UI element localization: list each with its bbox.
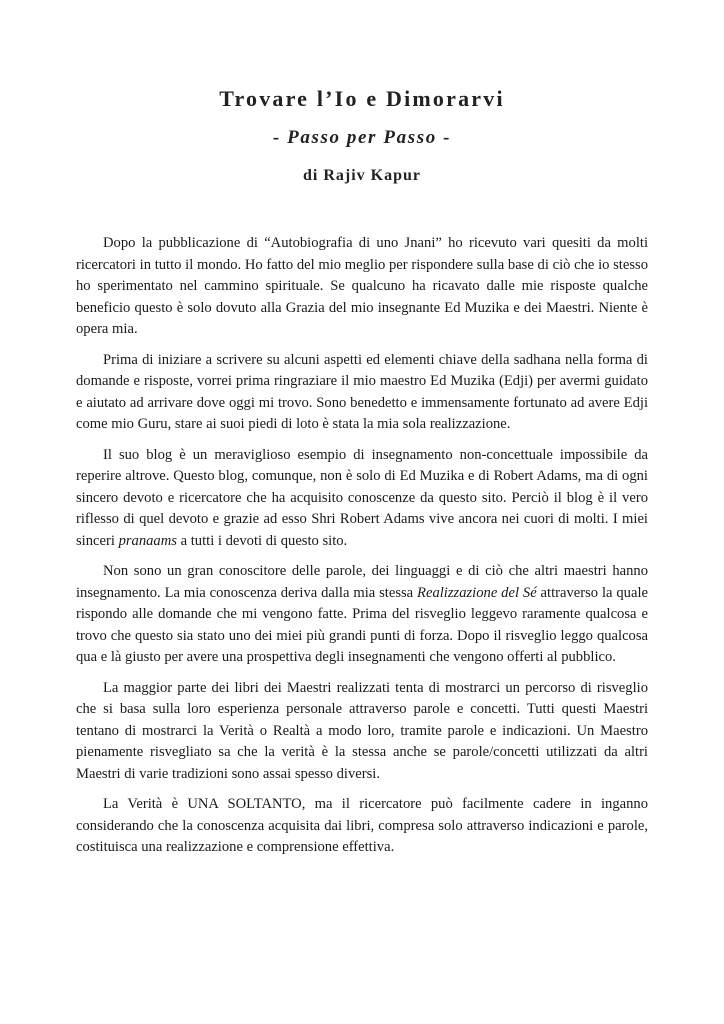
document-subtitle: - Passo per Passo - — [272, 127, 452, 148]
paragraph: La Verità è UNA SOLTANTO, ma il ricercatore può facilmente cadere in inganno considerando che la conoscenza acquisita dai libri, compresa solo attraverso indicazioni e parole, costituisca una realizzazione e comprensione effettiva. — [76, 796, 648, 855]
document-author: di Rajiv Kapur — [302, 167, 421, 184]
paragraph-text: Il suo blog è un meraviglioso esempio di insegnamento non-concettuale impossibile da reperire altrove. Questo blog, comunque, non è solo di Ed Muzika e di Robert Adams, ma di ogni sincero devoto e ricercatore che ha acquisito conoscenze da questo sito. Perciò il blog è il vero riflesso di quel devoto e grazie ad esso Shri Robert Adams vive ancora nei cuori di molti. I miei sinceri — [76, 446, 648, 549]
paragraph: Dopo la pubblicazione di “Autobiografia di uno Jnani” ho ricevuto vari quesiti da molti ricercatori in tutto il mondo. Ho fatto del mio meglio per rispondere sulla base di ciò che io stesso ho sperimentato nel cammino spirituale. Se qualcuno ha ricavato dalle mie risposte qualche beneficio questo è solo dovuto alla Grazia del mio insegnante Ed Muzika e dei Maestri. Niente è opera mia. — [76, 235, 648, 337]
paragraph-text: Non sono un gran conoscitore delle parole, dei linguaggi e di ciò che altri maestri hanno insegnamento. La mia conoscenza deriva dalla mia stessa — [76, 563, 648, 601]
paragraph: La maggior parte dei libri dei Maestri realizzati tenta di mostrarci un percorso di risveglio che si basa sulla loro esperienza personale attraverso parole e concetti. Tutti questi Maestri tentano di mostrarci la Verità o Realtà a modo loro, tramite parole e indicazioni. Un Maestro pienamente risvegliato sa che la verità è la stessa anche se parole/concetti utilizzati da altri Maestri di varie tradizioni sono assai spesso diversi. — [76, 679, 648, 782]
paragraph: Prima di iniziare a scrivere su alcuni aspetti ed elementi chiave della sadhana nella forma di domande e risposte, vorrei prima ringraziare il mio maestro Ed Muzika (Edji) per avermi guidato e aiutato ad arrivare dove oggi mi trovo. Sono benedetto e immensamente fortunato ad avere Edji come mio Guru, stare ai suoi piedi di loto è stata la mia sola realizzazione. — [76, 351, 648, 432]
body-text — [76, 233, 648, 868]
italic-term: pranaams — [118, 532, 177, 549]
paragraph-text: a tutti i devoti di questo sito. — [176, 532, 348, 549]
document-title: Trovare l’Io e Dimorarvi — [219, 86, 505, 111]
paragraph — [76, 561, 648, 669]
paragraph — [76, 445, 648, 553]
paragraph-text: attraverso la quale rispondo alle domande che mi vengono fatte. Prima del risveglio leggevo raramente qualcosa e trovo che questo sia stato uno dei miei più grandi punti di forza. Dopo il risveglio leggo qualcosa qua e là giusto per avere una prospettiva degli insegnamenti che vengono offerti al pubblico. — [76, 584, 648, 665]
italic-term: Realizzazione del Sé — [417, 584, 537, 601]
